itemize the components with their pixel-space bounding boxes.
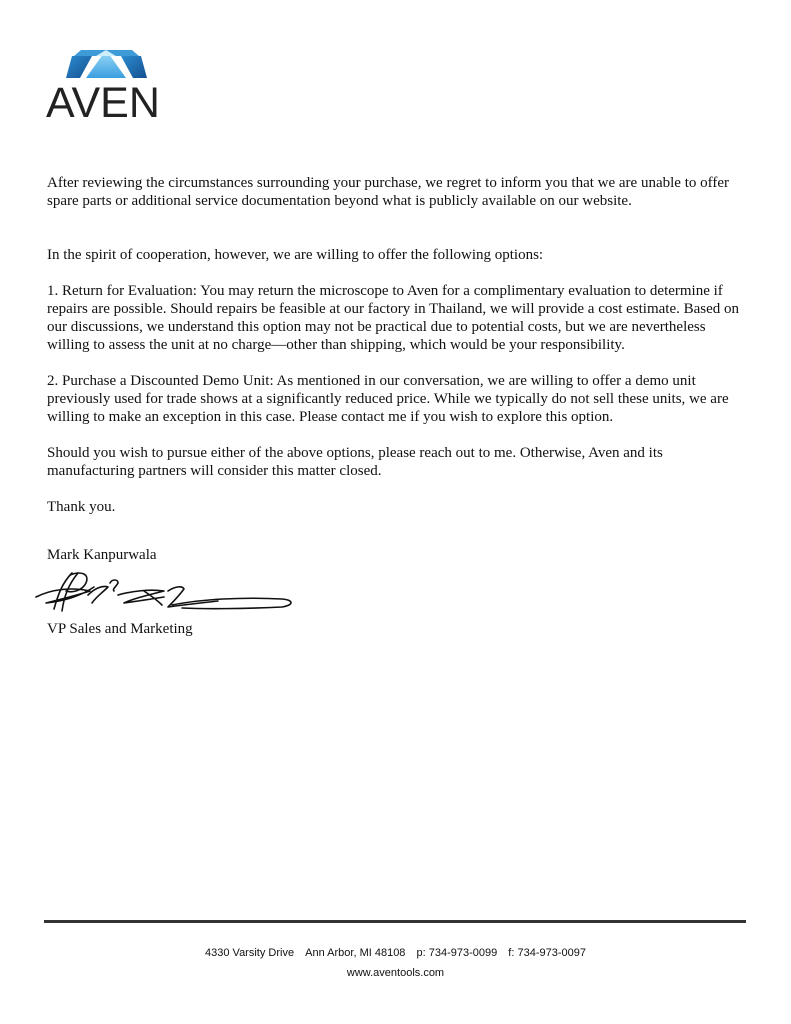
handwritten-signature-icon <box>32 565 294 617</box>
footer-website: www.aventools.com <box>346 967 445 979</box>
paragraph-option-1: 1. Return for Evaluation: You may return the microscope to Aven for a complimentary evaluation to determine if repairs are possible. Should repairs be feasible at our factory in Thailand, we will provide a cost estimate. Based on our discussions, we understand this option may not be practical due to potential costs, but we are nevertheless willing to assess the unit at no charge—other than shipping, which would be your responsibility. <box>47 283 740 353</box>
letter-body <box>47 174 747 516</box>
footer-phone: p: 734-973-0099 <box>416 947 498 959</box>
footer-divider <box>44 920 746 923</box>
paragraph-intro: After reviewing the circumstances surrounding your purchase, we regret to inform you that we are unable to offer spare parts or additional service documentation beyond what is publicly available on our website. <box>47 175 729 209</box>
signer-title: VP Sales and Marketing <box>47 621 193 637</box>
paragraph-option-2: 2. Purchase a Discounted Demo Unit: As mentioned in our conversation, we are willing to offer a demo unit previously used for trade shows at a significantly reduced price. While we typically do not sell these units, we are willing to make an exception in this case. Please contact me if you wish to explore this option. <box>47 373 729 425</box>
logo-wordmark: AVEN <box>46 79 160 127</box>
letterhead-footer <box>0 943 791 983</box>
paragraph-closing: Should you wish to pursue either of the above options, please reach out to me. Otherwise, Aven and its manufacturing partners will consider this matter closed. <box>47 445 663 479</box>
aven-logo <box>44 46 169 128</box>
footer-contact-line <box>0 943 791 963</box>
paragraph-thanks: Thank you. <box>47 499 116 515</box>
footer-address: 4330 Varsity Drive <box>205 947 295 959</box>
paragraph-options-intro: In the spirit of cooperation, however, we are willing to offer the following options: <box>47 247 544 263</box>
signer-name: Mark Kanpurwala <box>47 547 157 563</box>
footer-city: Ann Arbor, MI 48108 <box>305 947 406 959</box>
footer-fax: f: 734-973-0097 <box>508 947 586 959</box>
